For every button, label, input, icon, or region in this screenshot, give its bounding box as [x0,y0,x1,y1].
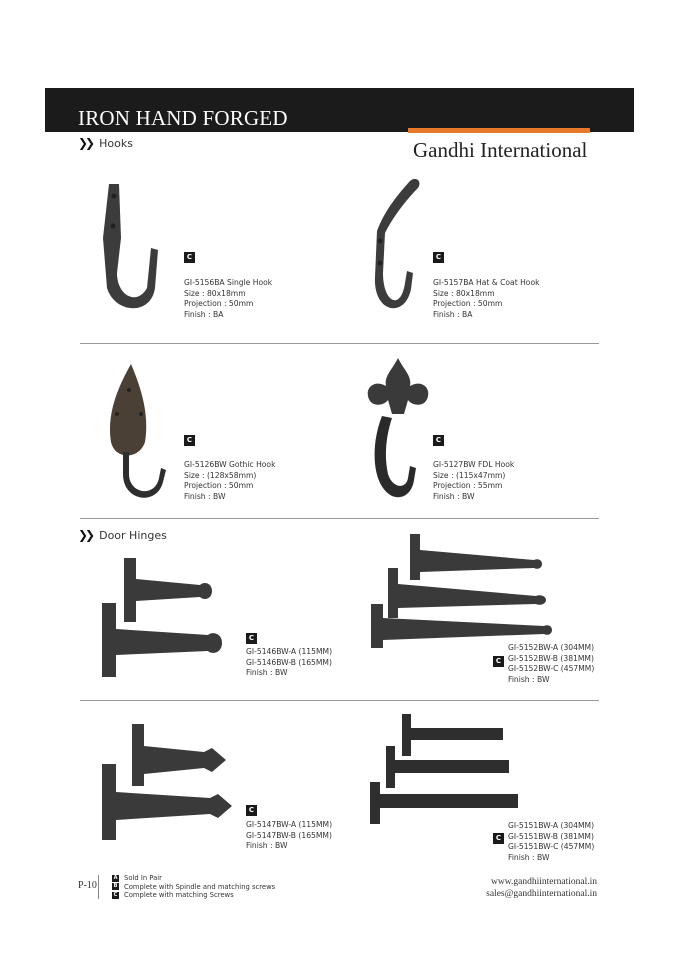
product-spec-gothic-hook: GI-5126BW Gothic Hook Size : (128x58mm) Projection : 50mm Finish : BW [184,460,276,501]
brand-name: Gandhi International [413,138,588,162]
page-number: P-10 [78,880,97,891]
divider [80,343,599,344]
accent-rule [408,128,590,133]
double-chevron-right-icon: ❯❯ [78,528,93,542]
code-badge: C [184,435,195,446]
tee-hinge-5147-image [100,722,235,842]
code-badge: C [184,252,195,263]
double-chevron-right-icon: ❯❯ [78,136,93,150]
code-badge: C [493,833,504,844]
section-hinges-heading [78,528,167,542]
page-title: IRON HAND FORGED [78,106,288,130]
product-spec-5146: GI-5146BW-A (115MM) GI-5146BW-B (165MM) Finish : BW [246,647,333,677]
product-spec-hat-coat-hook: GI-5157BA Hat & Coat Hook Size : 80x18mm Projection : 50mm Finish : BA [433,278,540,319]
gothic-hook-image [105,362,175,502]
product-spec-5152: GI-5152BW-A (304MM) GI-5152BW-B (381MM) GI-5152BW-C (457MM) Finish : BW [508,643,595,684]
website-link[interactable]: www.gandhiinternational.in [491,877,597,887]
hat-coat-hook-image [365,173,425,318]
product-spec-5147: GI-5147BW-A (115MM) GI-5147BW-B (165MM) Finish : BW [246,820,333,850]
contact-info [486,876,597,900]
product-spec-fdl-hook: GI-5127BW FDL Hook Size : (115x47mm) Projection : 55mm Finish : BW [433,460,515,501]
product-spec-single-hook: GI-5156BA Single Hook Size : 80x18mm Projection : 50mm Finish : BA [184,278,273,319]
hinge-5151-image [368,712,523,827]
legend: A Sold In Pair B Complete with Spindle and matching screws C Complete with matching Screws [113,874,276,899]
fdl-hook-image [362,356,442,506]
section-hooks-label: Hooks [99,136,133,150]
divider [80,700,599,701]
section-hooks-heading [78,136,133,150]
code-badge: C [433,252,444,263]
code-badge: C [493,656,504,667]
footer-divider [98,875,99,899]
tee-hinge-5152-image [368,532,553,652]
email-link[interactable]: sales@gandhiinternational.in [486,889,597,899]
code-badge: C [433,435,444,446]
code-badge: C [246,633,257,644]
code-badge: C [246,805,257,816]
single-hook-image [95,178,165,318]
product-spec-5151: GI-5151BW-A (304MM) GI-5151BW-B (381MM) GI-5151BW-C (457MM) Finish : BW [508,821,595,862]
divider [80,518,599,519]
tee-hinge-5146-image [100,555,230,680]
section-hinges-label: Door Hinges [99,528,167,542]
